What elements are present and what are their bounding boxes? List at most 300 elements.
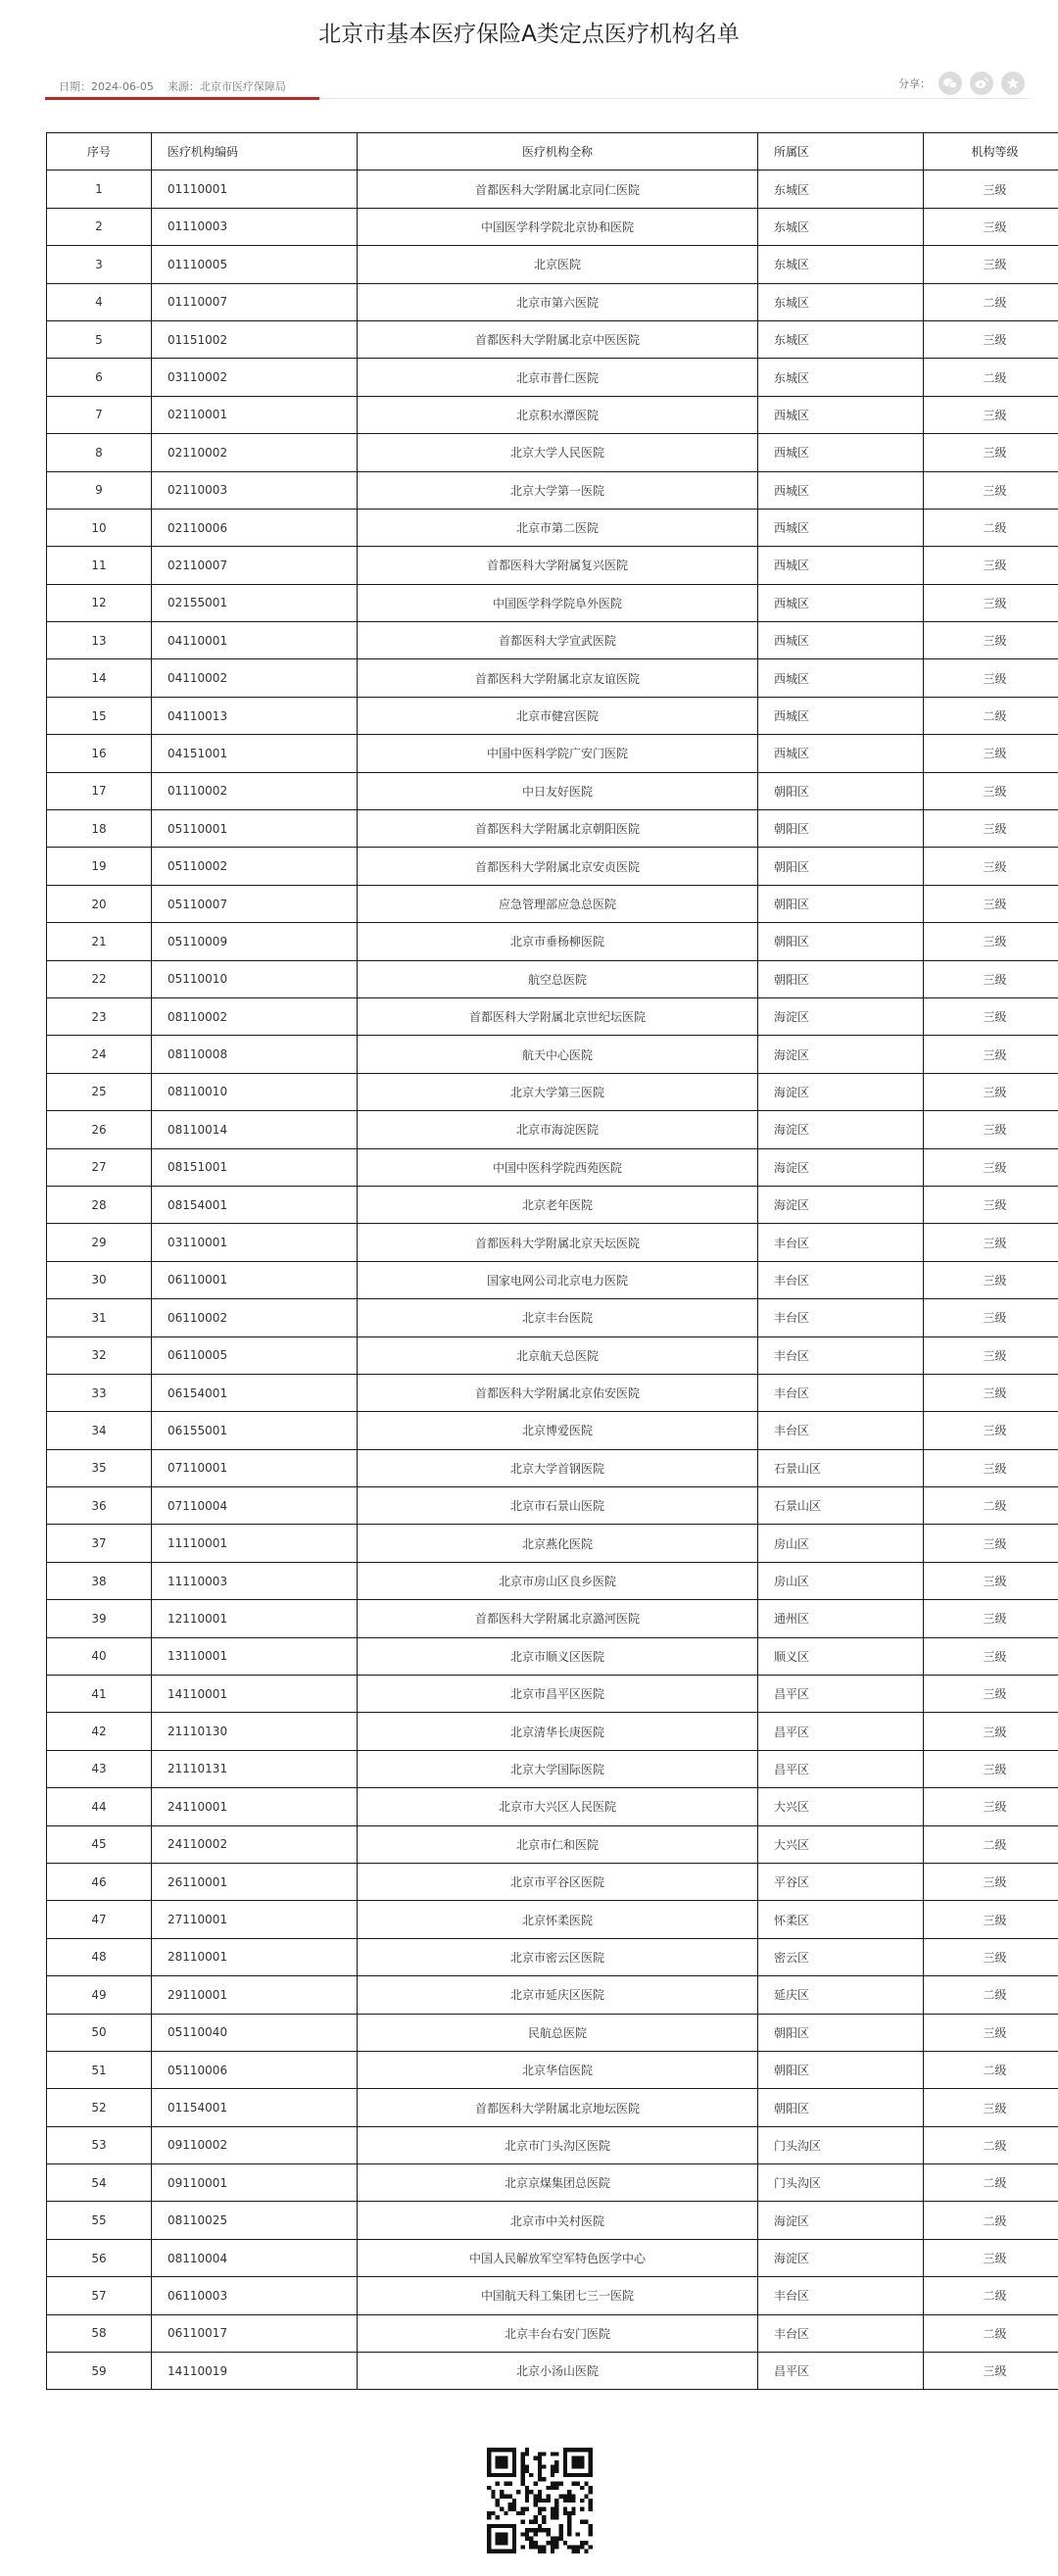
cell-name: 北京大学第三医院 <box>358 1073 758 1110</box>
publish-date: 日期：2024-06-05 <box>59 80 154 93</box>
cell-district: 海淀区 <box>758 1148 924 1186</box>
column-header-name: 医疗机构全称 <box>358 133 758 170</box>
cell-index: 39 <box>47 1600 152 1637</box>
cell-district: 海淀区 <box>758 1073 924 1110</box>
cell-index: 16 <box>47 735 152 772</box>
table-row <box>47 396 1058 433</box>
cell-index: 35 <box>47 1449 152 1486</box>
cell-level: 三级 <box>924 622 1058 659</box>
article-source: 来源：北京市医疗保障局 <box>167 80 286 93</box>
cell-level: 三级 <box>924 1750 1058 1787</box>
cell-district: 西城区 <box>758 471 924 509</box>
cell-level: 三级 <box>924 1412 1058 1449</box>
cell-code: 05110001 <box>152 810 358 848</box>
cell-code: 24110001 <box>152 1788 358 1825</box>
cell-code: 05110010 <box>152 960 358 997</box>
qq-zone-icon[interactable] <box>1001 72 1025 95</box>
table-row <box>47 2353 1058 2390</box>
table-row <box>47 1676 1058 1713</box>
cell-district: 延庆区 <box>758 1976 924 2014</box>
cell-code: 08110002 <box>152 997 358 1035</box>
cell-index: 34 <box>47 1412 152 1449</box>
table-row <box>47 1637 1058 1675</box>
cell-level: 三级 <box>924 2089 1058 2126</box>
table-row <box>47 960 1058 997</box>
cell-code: 01110003 <box>152 208 358 245</box>
cell-index: 26 <box>47 1111 152 1148</box>
cell-district: 海淀区 <box>758 997 924 1035</box>
cell-index: 38 <box>47 1562 152 1599</box>
cell-index: 52 <box>47 2089 152 2126</box>
cell-code: 01110007 <box>152 283 358 320</box>
cell-district: 朝阳区 <box>758 885 924 922</box>
cell-district: 西城区 <box>758 434 924 471</box>
cell-name: 北京大学首钢医院 <box>358 1449 758 1486</box>
cell-code: 01110002 <box>152 772 358 809</box>
cell-name: 北京航天总医院 <box>358 1337 758 1374</box>
cell-name: 北京丰台右安门医院 <box>358 2314 758 2352</box>
cell-level: 三级 <box>924 170 1058 208</box>
cell-level: 三级 <box>924 1261 1058 1298</box>
cell-level: 三级 <box>924 1713 1058 1750</box>
cell-name: 首都医科大学附属北京安贞医院 <box>358 848 758 885</box>
cell-level: 二级 <box>924 1976 1058 2014</box>
table-row <box>47 2126 1058 2163</box>
cell-level: 三级 <box>924 810 1058 848</box>
cell-district: 昌平区 <box>758 2353 924 2390</box>
cell-name: 北京市健宫医院 <box>358 697 758 734</box>
cell-code: 02110003 <box>152 471 358 509</box>
cell-name: 首都医科大学附属北京中医医院 <box>358 320 758 358</box>
cell-name: 首都医科大学附属北京地坛医院 <box>358 2089 758 2126</box>
cell-level: 三级 <box>924 1562 1058 1599</box>
cell-name: 航空总医院 <box>358 960 758 997</box>
cell-index: 23 <box>47 997 152 1035</box>
cell-code: 04151001 <box>152 735 358 772</box>
cell-district: 房山区 <box>758 1562 924 1599</box>
cell-index: 37 <box>47 1525 152 1562</box>
page-title: 北京市基本医疗保险A类定点医疗机构名单 <box>318 22 740 47</box>
cell-district: 海淀区 <box>758 2202 924 2239</box>
cell-name: 中国医学科学院北京协和医院 <box>358 208 758 245</box>
cell-code: 03110001 <box>152 1224 358 1261</box>
cell-code: 28110001 <box>152 1938 358 1975</box>
cell-level: 三级 <box>924 434 1058 471</box>
table-row <box>47 1449 1058 1486</box>
cell-index: 53 <box>47 2126 152 2163</box>
cell-index: 59 <box>47 2353 152 2390</box>
cell-name: 北京市第六医院 <box>358 283 758 320</box>
cell-level: 三级 <box>924 1337 1058 1374</box>
cell-level: 三级 <box>924 960 1058 997</box>
table-row <box>47 1186 1058 1223</box>
cell-index: 54 <box>47 2164 152 2202</box>
cell-code: 01154001 <box>152 2089 358 2126</box>
cell-index: 7 <box>47 396 152 433</box>
table-row <box>47 735 1058 772</box>
cell-district: 丰台区 <box>758 2314 924 2352</box>
cell-name: 北京丰台医院 <box>358 1299 758 1337</box>
table-row <box>47 848 1058 885</box>
cell-code: 21110130 <box>152 1713 358 1750</box>
cell-district: 朝阳区 <box>758 960 924 997</box>
cell-code: 06110003 <box>152 2277 358 2314</box>
table-row <box>47 1600 1058 1637</box>
cell-code: 06110002 <box>152 1299 358 1337</box>
cell-index: 25 <box>47 1073 152 1110</box>
cell-district: 西城区 <box>758 547 924 584</box>
cell-name: 航天中心医院 <box>358 1036 758 1073</box>
cell-level: 三级 <box>924 1111 1058 1148</box>
cell-index: 36 <box>47 1487 152 1525</box>
column-header-district: 所属区 <box>758 133 924 170</box>
cell-name: 北京清华长庚医院 <box>358 1713 758 1750</box>
cell-name: 首都医科大学附属北京佑安医院 <box>358 1374 758 1411</box>
cell-code: 14110001 <box>152 1676 358 1713</box>
cell-code: 02110006 <box>152 509 358 546</box>
cell-level: 三级 <box>924 659 1058 697</box>
cell-index: 46 <box>47 1863 152 1900</box>
cell-level: 二级 <box>924 2126 1058 2163</box>
cell-code: 04110013 <box>152 697 358 734</box>
cell-index: 51 <box>47 2051 152 2088</box>
cell-code: 04110002 <box>152 659 358 697</box>
table-row <box>47 772 1058 809</box>
cell-name: 北京积水潭医院 <box>358 396 758 433</box>
cell-district: 西城区 <box>758 697 924 734</box>
cell-code: 21110131 <box>152 1750 358 1787</box>
cell-code: 08110004 <box>152 2239 358 2276</box>
article-meta <box>59 78 286 94</box>
cell-name: 北京华信医院 <box>358 2051 758 2088</box>
cell-district: 东城区 <box>758 246 924 283</box>
table-row <box>47 320 1058 358</box>
cell-level: 二级 <box>924 283 1058 320</box>
weibo-icon[interactable] <box>970 72 993 95</box>
cell-index: 1 <box>47 170 152 208</box>
cell-code: 02110002 <box>152 434 358 471</box>
cell-index: 13 <box>47 622 152 659</box>
cell-district: 石景山区 <box>758 1449 924 1486</box>
cell-code: 01110001 <box>152 170 358 208</box>
table-row <box>47 885 1058 922</box>
cell-level: 三级 <box>924 1186 1058 1223</box>
table-row <box>47 659 1058 697</box>
cell-index: 49 <box>47 1976 152 2014</box>
cell-district: 昌平区 <box>758 1676 924 1713</box>
cell-index: 57 <box>47 2277 152 2314</box>
cell-level: 三级 <box>924 1073 1058 1110</box>
cell-district: 丰台区 <box>758 1337 924 1374</box>
cell-level: 三级 <box>924 246 1058 283</box>
cell-level: 三级 <box>924 1374 1058 1411</box>
cell-code: 13110001 <box>152 1637 358 1675</box>
cell-code: 01110005 <box>152 246 358 283</box>
cell-index: 47 <box>47 1901 152 1938</box>
cell-district: 东城区 <box>758 170 924 208</box>
cell-index: 41 <box>47 1676 152 1713</box>
table-row <box>47 283 1058 320</box>
cell-index: 2 <box>47 208 152 245</box>
cell-index: 55 <box>47 2202 152 2239</box>
cell-district: 东城区 <box>758 320 924 358</box>
cell-district: 东城区 <box>758 208 924 245</box>
cell-index: 8 <box>47 434 152 471</box>
cell-district: 东城区 <box>758 359 924 396</box>
cell-index: 17 <box>47 772 152 809</box>
table-row <box>47 359 1058 396</box>
table-row <box>47 471 1058 509</box>
cell-code: 05110006 <box>152 2051 358 2088</box>
cell-index: 33 <box>47 1374 152 1411</box>
cell-index: 15 <box>47 697 152 734</box>
cell-name: 北京市大兴区人民医院 <box>358 1788 758 1825</box>
cell-index: 56 <box>47 2239 152 2276</box>
cell-district: 朝阳区 <box>758 848 924 885</box>
cell-district: 顺义区 <box>758 1637 924 1675</box>
cell-district: 密云区 <box>758 1938 924 1975</box>
table-row <box>47 923 1058 960</box>
cell-level: 三级 <box>924 1637 1058 1675</box>
cell-name: 首都医科大学附属北京朝阳医院 <box>358 810 758 848</box>
cell-district: 石景山区 <box>758 1487 924 1525</box>
cell-level: 二级 <box>924 2277 1058 2314</box>
cell-district: 朝阳区 <box>758 772 924 809</box>
cell-index: 48 <box>47 1938 152 1975</box>
cell-code: 06110005 <box>152 1337 358 1374</box>
cell-level: 三级 <box>924 1449 1058 1486</box>
table-row <box>47 434 1058 471</box>
table-row <box>47 1487 1058 1525</box>
cell-code: 24110002 <box>152 1825 358 1863</box>
table-row <box>47 997 1058 1035</box>
cell-district: 朝阳区 <box>758 2014 924 2051</box>
cell-index: 22 <box>47 960 152 997</box>
table-row <box>47 2314 1058 2352</box>
meta-divider-accent <box>45 97 319 100</box>
cell-district: 朝阳区 <box>758 810 924 848</box>
table-row <box>47 1224 1058 1261</box>
cell-code: 08110025 <box>152 2202 358 2239</box>
cell-district: 东城区 <box>758 283 924 320</box>
cell-district: 大兴区 <box>758 1788 924 1825</box>
cell-district: 西城区 <box>758 584 924 621</box>
cell-district: 丰台区 <box>758 1224 924 1261</box>
cell-index: 14 <box>47 659 152 697</box>
cell-name: 北京市延庆区医院 <box>358 1976 758 2014</box>
cell-district: 丰台区 <box>758 1261 924 1298</box>
cell-index: 58 <box>47 2314 152 2352</box>
cell-name: 民航总医院 <box>358 2014 758 2051</box>
cell-level: 三级 <box>924 2353 1058 2390</box>
cell-name: 北京怀柔医院 <box>358 1901 758 1938</box>
cell-level: 三级 <box>924 923 1058 960</box>
cell-code: 08154001 <box>152 1186 358 1223</box>
cell-index: 40 <box>47 1637 152 1675</box>
cell-code: 05110002 <box>152 848 358 885</box>
cell-name: 首都医科大学附属北京天坛医院 <box>358 1224 758 1261</box>
cell-index: 10 <box>47 509 152 546</box>
cell-level: 三级 <box>924 584 1058 621</box>
cell-name: 首都医科大学宣武医院 <box>358 622 758 659</box>
table-header-row <box>47 133 1058 170</box>
cell-code: 05110040 <box>152 2014 358 2051</box>
cell-index: 18 <box>47 810 152 848</box>
cell-name: 北京市门头沟区医院 <box>358 2126 758 2163</box>
cell-level: 三级 <box>924 885 1058 922</box>
cell-level: 三级 <box>924 2014 1058 2051</box>
cell-name: 中国人民解放军空军特色医学中心 <box>358 2239 758 2276</box>
table-row <box>47 1261 1058 1298</box>
table-row <box>47 2164 1058 2202</box>
cell-level: 二级 <box>924 2051 1058 2088</box>
cell-code: 05110009 <box>152 923 358 960</box>
cell-district: 西城区 <box>758 396 924 433</box>
table-row <box>47 547 1058 584</box>
cell-name: 应急管理部应急总医院 <box>358 885 758 922</box>
column-header-index: 序号 <box>47 133 152 170</box>
cell-district: 昌平区 <box>758 1750 924 1787</box>
cell-index: 11 <box>47 547 152 584</box>
cell-level: 三级 <box>924 772 1058 809</box>
cell-level: 三级 <box>924 547 1058 584</box>
cell-code: 08110008 <box>152 1036 358 1073</box>
cell-code: 08110014 <box>152 1111 358 1148</box>
table-row <box>47 1036 1058 1073</box>
cell-district: 朝阳区 <box>758 2089 924 2126</box>
cell-level: 二级 <box>924 509 1058 546</box>
cell-district: 海淀区 <box>758 1036 924 1073</box>
cell-index: 24 <box>47 1036 152 1073</box>
table-row <box>47 1938 1058 1975</box>
cell-code: 03110002 <box>152 359 358 396</box>
cell-index: 31 <box>47 1299 152 1337</box>
cell-level: 三级 <box>924 1224 1058 1261</box>
cell-index: 12 <box>47 584 152 621</box>
cell-code: 08110010 <box>152 1073 358 1110</box>
cell-name: 北京市仁和医院 <box>358 1825 758 1863</box>
cell-code: 08151001 <box>152 1148 358 1186</box>
table-row <box>47 584 1058 621</box>
cell-name: 北京小汤山医院 <box>358 2353 758 2390</box>
cell-code: 07110001 <box>152 1449 358 1486</box>
cell-name: 北京市密云区医院 <box>358 1938 758 1975</box>
cell-level: 三级 <box>924 1525 1058 1562</box>
cell-name: 中国医学科学院阜外医院 <box>358 584 758 621</box>
cell-level: 三级 <box>924 471 1058 509</box>
cell-name: 北京大学第一医院 <box>358 471 758 509</box>
cell-district: 丰台区 <box>758 1299 924 1337</box>
table-row <box>47 1863 1058 1900</box>
table-row <box>47 1374 1058 1411</box>
cell-level: 三级 <box>924 1901 1058 1938</box>
cell-code: 11110003 <box>152 1562 358 1599</box>
cell-index: 32 <box>47 1337 152 1374</box>
cell-district: 怀柔区 <box>758 1901 924 1938</box>
cell-index: 21 <box>47 923 152 960</box>
cell-level: 三级 <box>924 320 1058 358</box>
cell-name: 北京市平谷区医院 <box>358 1863 758 1900</box>
table-row <box>47 170 1058 208</box>
cell-district: 通州区 <box>758 1600 924 1637</box>
table-row <box>47 622 1058 659</box>
table-row <box>47 208 1058 245</box>
cell-district: 西城区 <box>758 735 924 772</box>
cell-level: 三级 <box>924 997 1058 1035</box>
hospital-list-table <box>46 132 1030 2390</box>
cell-code: 11110001 <box>152 1525 358 1562</box>
cell-code: 29110001 <box>152 1976 358 2014</box>
table-row <box>47 2239 1058 2276</box>
cell-name: 北京大学人民医院 <box>358 434 758 471</box>
table-row <box>47 697 1058 734</box>
cell-code: 06110001 <box>152 1261 358 1298</box>
cell-index: 27 <box>47 1148 152 1186</box>
table-row <box>47 2089 1058 2126</box>
cell-code: 07110004 <box>152 1487 358 1525</box>
wechat-icon[interactable] <box>938 72 962 95</box>
cell-code: 12110001 <box>152 1600 358 1637</box>
cell-level: 三级 <box>924 1299 1058 1337</box>
cell-code: 09110002 <box>152 2126 358 2163</box>
cell-index: 28 <box>47 1186 152 1223</box>
cell-district: 门头沟区 <box>758 2126 924 2163</box>
cell-name: 首都医科大学附属北京潞河医院 <box>358 1600 758 1637</box>
cell-name: 北京燕化医院 <box>358 1525 758 1562</box>
cell-name: 北京京煤集团总医院 <box>358 2164 758 2202</box>
table-row <box>47 2051 1058 2088</box>
cell-code: 09110001 <box>152 2164 358 2202</box>
table-row <box>47 1562 1058 1599</box>
cell-index: 3 <box>47 246 152 283</box>
cell-level: 二级 <box>924 697 1058 734</box>
cell-code: 02155001 <box>152 584 358 621</box>
cell-index: 5 <box>47 320 152 358</box>
cell-name: 北京市第二医院 <box>358 509 758 546</box>
share-bar <box>898 72 1025 95</box>
cell-index: 6 <box>47 359 152 396</box>
table-row <box>47 1750 1058 1787</box>
cell-name: 北京博爱医院 <box>358 1412 758 1449</box>
cell-name: 首都医科大学附属北京友谊医院 <box>358 659 758 697</box>
cell-district: 丰台区 <box>758 1374 924 1411</box>
cell-name: 中国中医科学院广安门医院 <box>358 735 758 772</box>
cell-name: 北京市昌平区医院 <box>358 1676 758 1713</box>
cell-code: 06154001 <box>152 1374 358 1411</box>
table-row <box>47 1901 1058 1938</box>
cell-index: 9 <box>47 471 152 509</box>
cell-name: 北京市房山区良乡医院 <box>358 1562 758 1599</box>
cell-code: 14110019 <box>152 2353 358 2390</box>
cell-name: 首都医科大学附属复兴医院 <box>358 547 758 584</box>
table-row <box>47 2202 1058 2239</box>
cell-index: 29 <box>47 1224 152 1261</box>
table-row <box>47 1073 1058 1110</box>
cell-index: 4 <box>47 283 152 320</box>
table-row <box>47 1976 1058 2014</box>
cell-index: 50 <box>47 2014 152 2051</box>
cell-code: 26110001 <box>152 1863 358 1900</box>
share-label: 分享： <box>898 77 931 90</box>
cell-index: 44 <box>47 1788 152 1825</box>
cell-level: 三级 <box>924 1676 1058 1713</box>
cell-level: 二级 <box>924 1487 1058 1525</box>
cell-district: 昌平区 <box>758 1713 924 1750</box>
cell-district: 西城区 <box>758 622 924 659</box>
table-row <box>47 1337 1058 1374</box>
cell-name: 北京医院 <box>358 246 758 283</box>
cell-code: 06155001 <box>152 1412 358 1449</box>
